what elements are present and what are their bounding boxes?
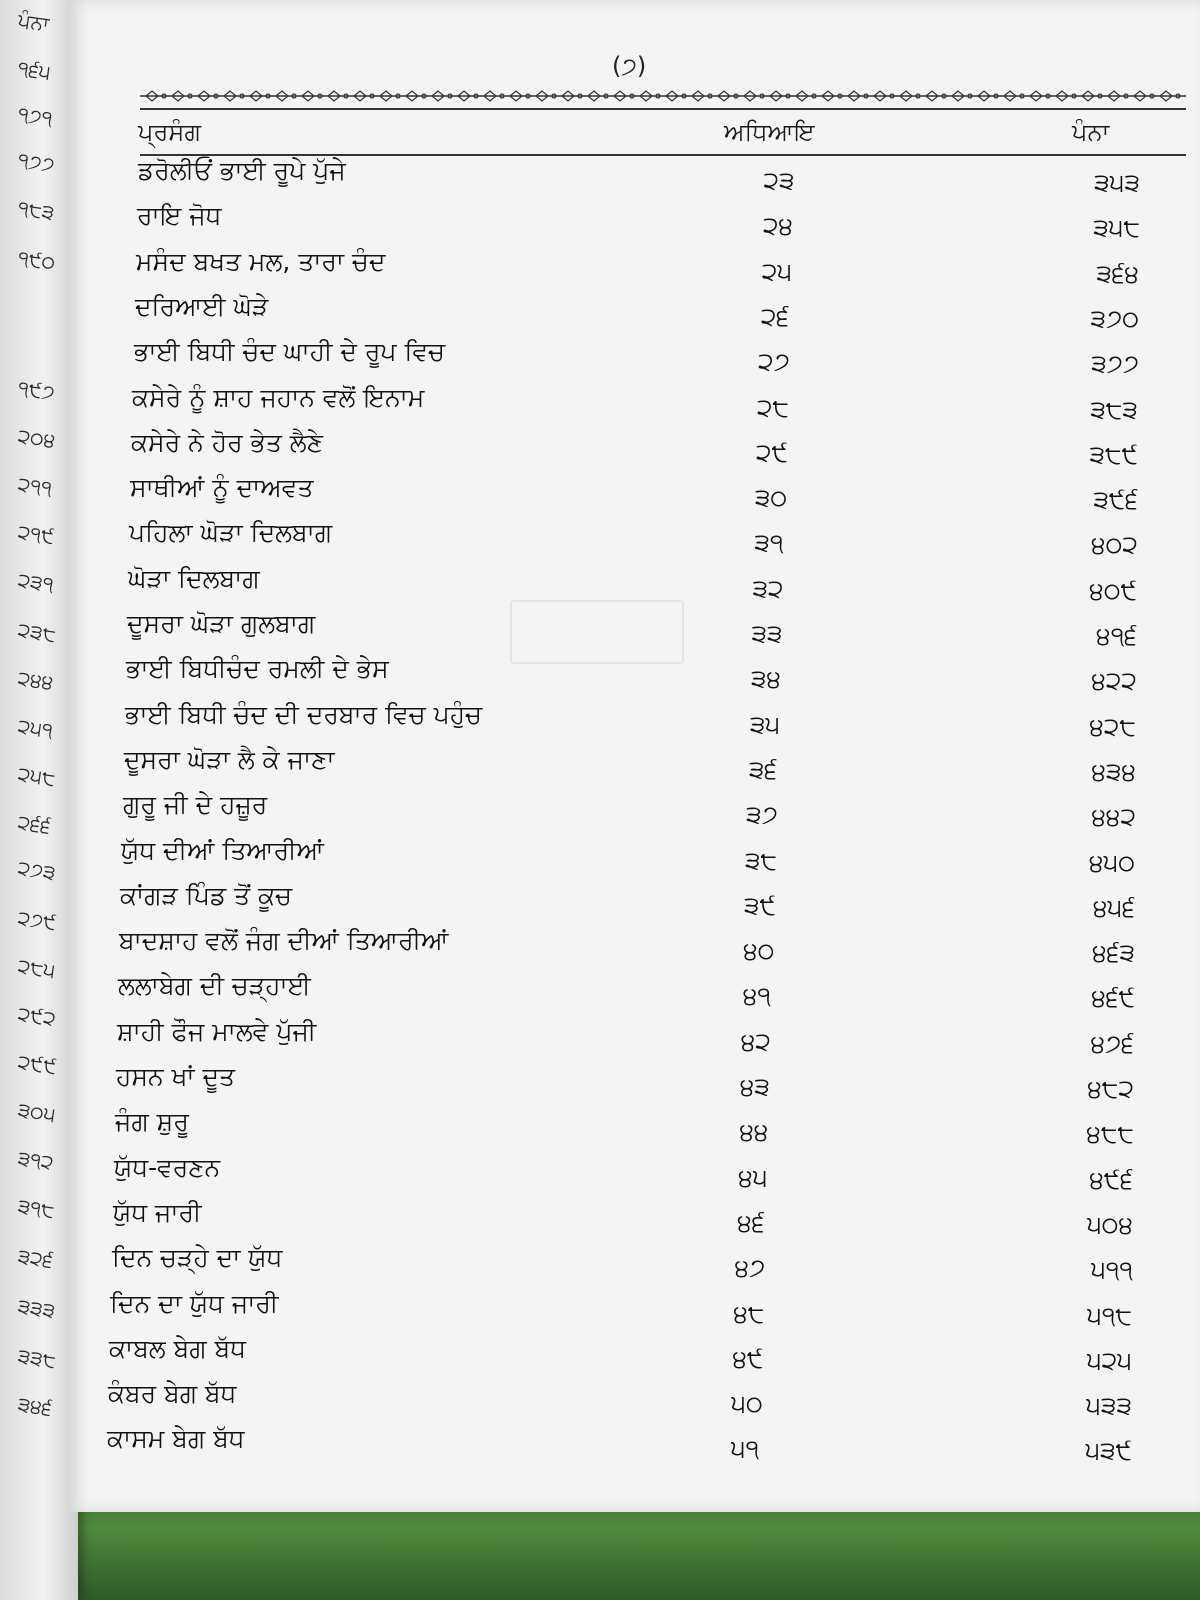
toc-page-number: ੪੭੬ xyxy=(1090,1028,1134,1058)
left-page-number-fragment: ਪੰਨਾ xyxy=(16,7,51,37)
toc-topic: ਯੁੱਧ-ਵਰਣਨ xyxy=(114,1152,221,1182)
toc-page-number: ੫੩੩ xyxy=(1086,1391,1132,1421)
toc-page-number: ੩੮੯ xyxy=(1089,439,1138,469)
toc-topic: ਲਲਾਬੇਗ ਦੀ ਚੜ੍ਹਾਈ xyxy=(118,971,311,1001)
left-page-number-fragment: ੨੧੧ xyxy=(16,471,54,501)
toc-topic: ਕਾਂਗੜ ਪਿੰਡ ਤੋਂ ਕੂਚ xyxy=(120,880,293,910)
toc-chapter: ੪੯ xyxy=(732,1343,764,1373)
toc-chapter: ੪੭ xyxy=(734,1253,766,1283)
left-page-number-fragment: ੩੪੬ xyxy=(16,1391,54,1421)
toc-chapter: ੨੯ xyxy=(756,437,788,467)
left-page-number-fragment: ੨੭੩ xyxy=(16,855,58,885)
toc-topic: ਕੰਬਰ ਬੇਗ ਬੱਧ xyxy=(108,1379,237,1409)
toc-page-number: ੪੦੨ xyxy=(1091,530,1138,560)
toc-page-number: ੩੬੪ xyxy=(1096,258,1139,288)
toc-topic: ਗੁਰੂ ਜੀ ਦੇ ਹਜ਼ੂਰ xyxy=(123,790,268,820)
left-page-number-fragment: ੧੬੫ xyxy=(16,55,53,85)
left-page-number-fragment: ੨੫੮ xyxy=(16,761,57,791)
toc-chapter: ੪੩ xyxy=(740,1072,770,1101)
toc-topic: ਦਿਨ ਦਾ ਯੁੱਧ ਜਾਰੀ xyxy=(110,1288,279,1318)
toc-chapter: ੩੬ xyxy=(748,754,778,784)
toc-page xyxy=(70,0,1200,1512)
header-top-rule xyxy=(140,108,1186,110)
toc-topic: ਰਾਇ ਜੋਧ xyxy=(137,201,222,231)
toc-chapter: ੨੮ xyxy=(756,392,790,422)
toc-page-number: ੪੯੬ xyxy=(1089,1164,1133,1194)
toc-page-number: ੩੫੩ xyxy=(1094,168,1140,197)
toc-topic: ਘੋੜਾ ਦਿਲਬਾਗ xyxy=(128,563,260,593)
toc-page-number: ੪੨੨ xyxy=(1091,666,1137,696)
toc-topic: ਕਾਸਮ ਬੇਗ ਬੱਧ xyxy=(107,1424,245,1454)
left-page-number-fragment: ੩੧੮ xyxy=(16,1193,57,1223)
toc-page-number: ੪੪੨ xyxy=(1091,802,1136,832)
toc-chapter: ੩੯ xyxy=(744,890,776,920)
toc-page-number: ੪੬੩ xyxy=(1092,938,1135,968)
left-page-number-fragment: ੧੭੭ xyxy=(16,147,57,177)
left-page-number-fragment: ੩੩੮ xyxy=(16,1343,58,1373)
toc-page-number: ੩੭੭ xyxy=(1091,349,1139,379)
toc-topic: ਭਾਈ ਬਿਧੀਚੰਦ ਰਮਲੀ ਦੇ ਭੇਸ xyxy=(126,654,389,684)
toc-chapter: ੩੦ xyxy=(754,483,788,513)
left-page-number-fragment: ੨੯੨ xyxy=(16,1001,58,1031)
toc-page-number: ੫੩੯ xyxy=(1085,1436,1132,1466)
toc-topic: ਸ਼ਾਹੀ ਫੌਜ ਮਾਲਵੇ ਪੁੱਜੀ xyxy=(117,1016,317,1046)
left-page-number-fragment: ੨੯੯ xyxy=(16,1049,59,1079)
toc-page-number: ੪੮੨ xyxy=(1087,1074,1134,1103)
left-page-number-fragment: ੨੧੯ xyxy=(16,519,56,549)
toc-page-number: ੩੭੦ xyxy=(1090,303,1139,333)
toc-topic: ਮਸੰਦ ਬਖਤ ਮਲ, ਤਾਰਾ ਚੰਦ xyxy=(136,246,386,276)
toc-topic: ਜੰਗ ਸ਼ੁਰੂ xyxy=(115,1107,189,1137)
toc-chapter: ੩੭ xyxy=(746,800,778,830)
toc-topic: ਦੂਸਰਾ ਘੋੜਾ ਲੈ ਕੇ ਜਾਣਾ xyxy=(124,744,335,774)
left-page-number-fragment: ੩੦੫ xyxy=(16,1097,58,1127)
toc-chapter: ੨੫ xyxy=(761,256,793,286)
toc-page-number: ੫੨੫ xyxy=(1086,1345,1132,1375)
toc-topic: ਯੁੱਧ ਦੀਆਂ ਤਿਆਰੀਆਂ xyxy=(121,835,324,865)
toc-chapter: ੩੮ xyxy=(744,845,778,875)
toc-chapter: ੪੮ xyxy=(733,1298,765,1328)
header-page: ਪੰਨਾ xyxy=(1072,118,1110,146)
left-page-number-fragment: ੨੪੪ xyxy=(16,665,55,695)
toc-topic: ਦਿਨ ਚੜ੍ਹੇ ਦਾ ਯੁੱਧ xyxy=(112,1243,283,1273)
toc-chapter: ੩੧ xyxy=(754,528,784,558)
left-page-number-fragment: ੧੯੭ xyxy=(16,375,57,405)
toc-chapter: ੨੩ xyxy=(763,166,795,195)
header-topic: ਪ੍ਰਸੰਗ xyxy=(138,118,202,146)
toc-topic: ਕਾਬਲ ਬੇਗ ਬੱਧ xyxy=(109,1333,246,1363)
toc-page-number: ੪੩੪ xyxy=(1091,756,1136,786)
toc-page-number: ੪੦੯ xyxy=(1089,575,1137,605)
toc-page-number: ੪੫੦ xyxy=(1089,847,1135,877)
toc-topic: ਦਰਿਆਈ ਘੋੜੇ xyxy=(135,291,269,321)
toc-topic: ਯੁੱਧ ਜਾਰੀ xyxy=(113,1197,202,1227)
toc-topic: ਡਰੋਲੀਓਂ ਭਾਈ ਰੂਪੇ ਪੁੱਜੇ xyxy=(138,156,346,185)
toc-page-number: ੫੧੧ xyxy=(1091,1255,1133,1285)
toc-chapter: ੪੧ xyxy=(743,981,771,1011)
toc-chapter: ੩੩ xyxy=(751,619,783,648)
ornamental-border xyxy=(140,86,1186,106)
toc-page-number: ੩੮੩ xyxy=(1090,394,1138,424)
left-page-number-fragment: ੧੮੩ xyxy=(16,195,57,225)
left-page-number-fragment: ੩੨੬ xyxy=(16,1243,55,1273)
toc-chapter: ੪੬ xyxy=(737,1207,765,1237)
left-page-number-fragment: ੨੦੪ xyxy=(16,423,57,453)
toc-page-number: ੪੫੬ xyxy=(1093,892,1135,922)
toc-topic: ਭਾਈ ਬਿਧੀ ਚੰਦ ਦੀ ਦਰਬਾਰ ਵਿਚ ਪਹੁੰਚ xyxy=(125,699,482,729)
toc-chapter: ੩੫ xyxy=(749,709,781,739)
toc-page-number: ੪੬੯ xyxy=(1091,983,1135,1013)
toc-page-number: ੩੫੮ xyxy=(1093,213,1140,243)
left-page-number-fragment: ੧੭੧ xyxy=(16,101,55,131)
toc-topic: ਹਸਨ ਖਾਂ ਦੂਤ xyxy=(116,1062,235,1091)
toc-topic: ਸਾਥੀਆਂ ਨੂੰ ਦਾਅਵਤ xyxy=(130,473,314,503)
toc-page-number: ੫੦੪ xyxy=(1087,1209,1133,1239)
toc-topic: ਪਹਿਲਾ ਘੋੜਾ ਦਿਲਬਾਗ xyxy=(129,518,333,548)
toc-page-number: ੪੨੮ xyxy=(1089,711,1136,741)
left-page-number-fragment: ੩੧੨ xyxy=(16,1145,56,1175)
toc-page-number: ੫੧੮ xyxy=(1087,1300,1132,1330)
left-page-number-fragment: ੨੩੧ xyxy=(16,567,56,597)
left-page-number-fragment: ੧੯੦ xyxy=(16,245,57,275)
toc-chapter: ੪੦ xyxy=(743,936,775,966)
toc-chapter: ੩੨ xyxy=(752,573,784,603)
left-page-number-fragment: ੨੭੯ xyxy=(16,905,58,935)
header-chapter: ਅਧਿਆਇ xyxy=(724,118,815,146)
toc-chapter: ੪੪ xyxy=(739,1117,769,1147)
toc-chapter: ੨੬ xyxy=(760,301,790,331)
left-page-number-fragment: ੩੩੩ xyxy=(16,1293,57,1323)
bleed-through-stamp xyxy=(510,600,684,664)
toc-topic: ਭਾਈ ਬਿਧੀ ਚੰਦ ਘਾਹੀ ਦੇ ਰੂਪ ਵਿਚ xyxy=(134,337,446,367)
left-page-edge xyxy=(0,0,78,1600)
toc-topic: ਕਸੇਰੇ ਨੂੰ ਸ਼ਾਹ ਜਹਾਨ ਵਲੋਂ ਇਨਾਮ xyxy=(132,382,425,412)
toc-chapter: ੪੨ xyxy=(741,1026,771,1056)
toc-chapter: ੩੪ xyxy=(751,664,781,694)
toc-chapter: ੫੦ xyxy=(731,1389,763,1419)
toc-chapter: ੫੧ xyxy=(730,1434,760,1464)
toc-page-number: ੪੮੮ xyxy=(1086,1119,1134,1149)
toc-chapter: ੨੪ xyxy=(763,211,793,241)
page-number: (੭) xyxy=(612,52,647,80)
toc-topic: ਦੂਸਰਾ ਘੋੜਾ ਗੁਲਬਾਗ xyxy=(127,609,316,638)
left-page-number-fragment: ੨੫੧ xyxy=(16,713,55,743)
left-page-number-fragment: ੨੩੮ xyxy=(16,617,58,647)
left-page-number-fragment: ੨੮੫ xyxy=(16,953,57,983)
left-page-number-fragment: ੨੬੬ xyxy=(16,809,53,839)
toc-chapter: ੪੫ xyxy=(738,1162,768,1192)
toc-topic: ਕਸੇਰੇ ਨੇ ਹੋਰ ਭੇਤ ਲੈਣੇ xyxy=(131,427,323,457)
toc-chapter: ੨੭ xyxy=(758,347,790,377)
toc-topic: ਬਾਦਸ਼ਾਹ ਵਲੋਂ ਜੰਗ ਦੀਆਂ ਤਿਆਰੀਆਂ xyxy=(119,926,449,956)
toc-page-number: ੩੯੬ xyxy=(1093,485,1138,515)
toc-page-number: ੪੧੬ xyxy=(1096,621,1137,650)
